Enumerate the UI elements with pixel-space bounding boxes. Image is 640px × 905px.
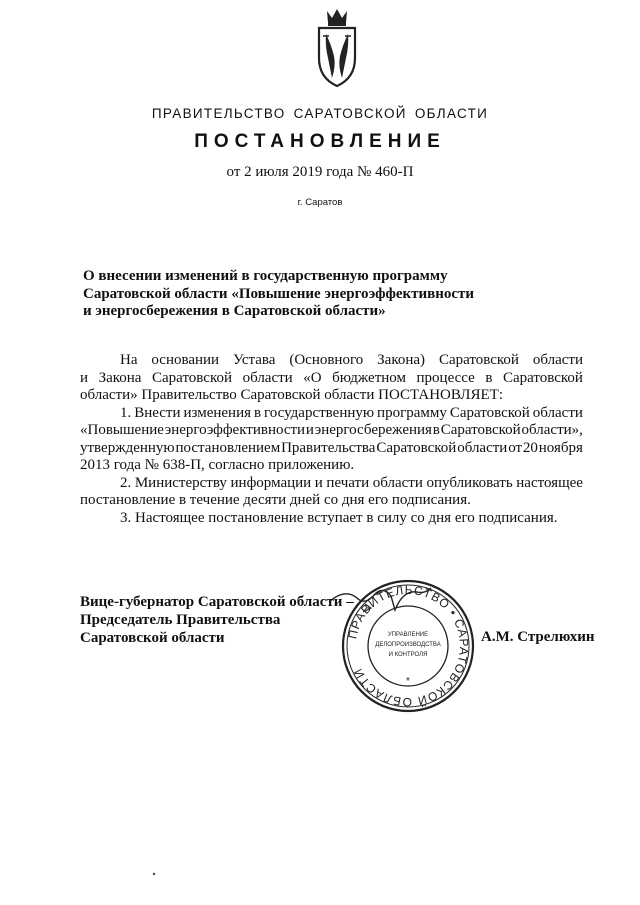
body-word: программу — [377, 404, 447, 421]
body-word: бюджетном — [332, 369, 406, 386]
body-word: основании — [151, 352, 220, 368]
body-word: в — [253, 404, 262, 421]
body-word: от — [508, 439, 523, 456]
body-word: области — [242, 369, 293, 386]
body-word: 2. — [120, 474, 132, 491]
body-word: области — [457, 439, 508, 456]
body-word: государственную — [264, 404, 375, 421]
body-word: «Повышение — [80, 422, 164, 438]
body-word: настоящее — [516, 474, 583, 491]
body-word: области — [372, 474, 423, 491]
body-word: 1. — [120, 404, 132, 421]
body-word: Внести — [134, 404, 181, 421]
body-word: печати — [326, 474, 370, 491]
body-word: Министерству — [134, 474, 227, 491]
body-word: утвержденную — [80, 439, 175, 456]
body-word: опубликовать — [426, 474, 513, 491]
document-date-number: от 2 июля 2019 года № 460-П — [226, 164, 414, 180]
body-word: энергоэффективности — [164, 422, 306, 438]
body-word: области», — [521, 422, 583, 438]
body-word: области — [532, 404, 583, 421]
scan-speck — [152, 872, 156, 876]
body-word: области — [532, 352, 583, 368]
body-line — [80, 370, 583, 388]
body-word: На — [120, 352, 138, 368]
document-type: ПОСТАНОВЛЕНИЕ — [194, 131, 446, 152]
body-word: Устава — [233, 352, 276, 368]
body-line: постановление в течение десяти дней со дня его подписания. — [80, 492, 471, 508]
body-word: Правительства — [281, 439, 376, 456]
body-word: процессе — [416, 369, 475, 386]
body-word: Саратовской — [438, 352, 519, 368]
subject-line: и энергосбережения в Саратовской области» — [83, 303, 386, 319]
body-line: области» Правительство Саратовской области ПОСТАНОВЛЯЕТ: — [80, 387, 503, 403]
body-word: и — [80, 369, 89, 386]
body-line — [80, 440, 583, 458]
seal-outer-text: ПРАВИТЕЛЬСТВО • САРАТОВСКОЙ ОБЛАСТИ — [345, 582, 472, 710]
body-word: Закона — [98, 369, 142, 386]
body-word: энергосбережения — [314, 422, 432, 438]
signatory-title — [80, 593, 400, 647]
seal-inner-line: ДЕЛОПРОИЗВОДСТВА — [375, 642, 441, 648]
body-word: 20 — [522, 439, 538, 456]
signatory-name: А.М. Стрелюхин — [481, 629, 595, 645]
seal-inner-line: УПРАВЛЕНИЕ — [387, 632, 429, 638]
body-line: 3. Настоящее постановление вступает в силу со дня его подписания. — [120, 509, 558, 526]
body-word: и — [314, 474, 323, 491]
body-line — [80, 405, 583, 423]
body-word: «О — [303, 369, 322, 386]
body-word: (Основного — [289, 352, 364, 368]
body-word: Саратовской — [376, 439, 457, 456]
body-line: 2013 года № 638-П, согласно приложению. — [80, 457, 355, 473]
document-city: г. Саратов — [297, 197, 343, 208]
document-subject — [83, 268, 543, 321]
subject-line: Саратовской области «Повышение энергоэффективности — [83, 285, 475, 302]
body-word: Саратовской — [152, 369, 233, 386]
signatory-title-line: Саратовской области — [80, 630, 225, 646]
document-body — [80, 352, 583, 527]
body-word: и — [305, 422, 314, 438]
seal-star: * — [406, 676, 410, 687]
body-word: изменения — [183, 404, 251, 421]
subject-line: О внесении изменений в государственную программу — [83, 268, 448, 284]
government-name: ПРАВИТЕЛЬСТВО САРАТОВСКОЙ ОБЛАСТИ — [151, 106, 489, 121]
body-word: Закона) — [377, 352, 426, 368]
seal-inner-line: И КОНТРОЛЯ — [388, 652, 428, 658]
body-word: Саратовской — [440, 422, 521, 438]
body-line — [80, 352, 583, 370]
body-line — [80, 422, 583, 440]
coat-of-arms-icon — [310, 6, 364, 92]
body-word: Саратовской — [449, 404, 530, 421]
body-word: постановлением — [175, 439, 281, 456]
body-word: в — [485, 369, 493, 386]
body-word: информации — [230, 474, 312, 491]
body-word: ноября — [538, 439, 583, 456]
body-word: Саратовской — [502, 369, 583, 386]
signatory-title-line: Вице-губернатор Саратовской области – — [80, 594, 354, 610]
body-line — [80, 475, 583, 493]
body-word: в — [432, 422, 440, 438]
signatory-title-line: Председатель Правительства — [80, 612, 281, 628]
